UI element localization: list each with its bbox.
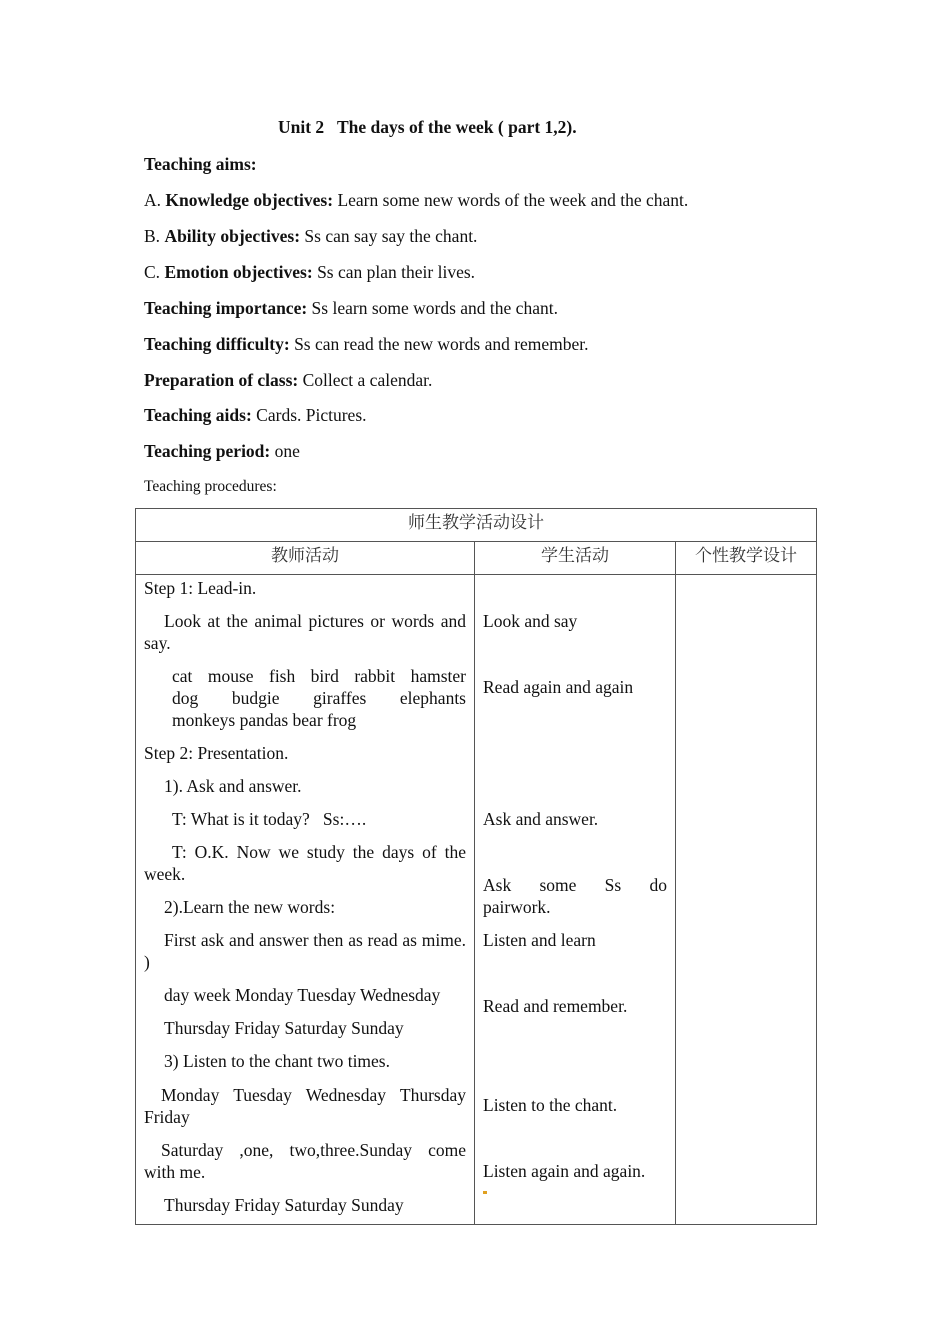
teacher-line: Thursday Friday Saturday Sunday [164,1018,404,1038]
field-text: one [270,441,300,461]
student-line: Read and remember. [483,996,628,1016]
student-line: Read again and again [483,677,634,697]
student-line: Ask and answer. [483,809,599,829]
teacher-line: 3) Listen to the chant two times. [164,1051,390,1071]
teacher-line: Step 2: Presentation. [144,743,289,763]
objective-label: Knowledge objectives: [165,190,334,210]
teacher-line: Thursday Friday Saturday Sunday [164,1195,404,1215]
teacher-line: monkeys pandas bear frog [172,710,357,730]
objective-emotion [144,262,475,283]
objective-text: Ss can say say the chant. [300,226,478,246]
field-teaching-period [144,441,300,462]
header-personal-design: 个性教学设计 [676,542,817,575]
teacher-line: T: What is it today? Ss:…. [172,809,367,829]
field-teaching-difficulty [144,334,589,355]
teacher-line: Saturday ,one, two,three.Sunday come with me. [144,1140,466,1182]
objective-prefix: B. [144,226,165,246]
revision-mark [483,1191,487,1194]
field-teaching-importance [144,298,558,319]
teacher-line: Step 1: Lead-in. [144,578,257,598]
objective-label: Ability objectives: [164,226,301,246]
personal-design-cell [676,575,817,1225]
field-label: Teaching difficulty: [144,334,290,354]
field-label: Teaching aids: [144,405,252,425]
field-label: Teaching importance: [144,298,308,318]
teaching-aims-heading: Teaching aims: [144,154,257,174]
teacher-line: First ask and answer then as read as mime. ) [144,930,466,972]
objective-text: Ss can plan their lives. [312,262,476,282]
teacher-line: dog budgie giraffes elephants [172,688,466,708]
field-label: Teaching period: [144,441,271,461]
field-teaching-aids [144,405,367,426]
student-line: Listen to the chant. [483,1095,618,1115]
objective-knowledge [144,190,688,211]
objective-text: Learn some new words of the week and the chant. [333,190,689,210]
header-teacher-activity: 教师活动 [136,542,475,575]
teacher-line: T: O.K. Now we study the days of the week. [144,842,466,884]
objective-prefix: A. [144,190,166,210]
field-label: Preparation of class: [144,370,299,390]
objective-label: Emotion objectives: [164,262,313,282]
table-caption: 师生教学活动设计 [136,509,817,542]
procedures-table [135,508,817,1225]
field-preparation [144,370,432,391]
objective-prefix: C. [144,262,165,282]
field-text: Cards. Pictures. [251,405,367,425]
document-title: Unit 2 The days of the week ( part 1,2). [278,117,577,137]
student-line: Ask some Ss do pairwork. [483,875,667,917]
student-activity-cell [475,575,676,1225]
teacher-line: 2).Learn the new words: [164,897,336,917]
teacher-line: cat mouse fish bird rabbit hamster [172,666,466,686]
teacher-line: day week Monday Tuesday Wednesday [164,985,441,1005]
field-text: Ss learn some words and the chant. [307,298,558,318]
student-line: Listen again and again. [483,1161,646,1181]
teacher-line: Monday Tuesday Wednesday Thursday Friday [144,1085,466,1127]
objective-ability [144,226,477,247]
student-line: Listen and learn [483,930,596,950]
field-text: Ss can read the new words and remember. [289,334,589,354]
field-text: Collect a calendar. [298,370,433,390]
header-student-activity: 学生活动 [475,542,676,575]
procedures-label: Teaching procedures: [144,478,277,495]
teacher-activity-cell [136,575,475,1225]
teacher-line: Look at the animal pictures or words and say. [144,611,466,653]
teacher-line: 1). Ask and answer. [164,776,302,796]
student-line: Look and say [483,611,578,631]
